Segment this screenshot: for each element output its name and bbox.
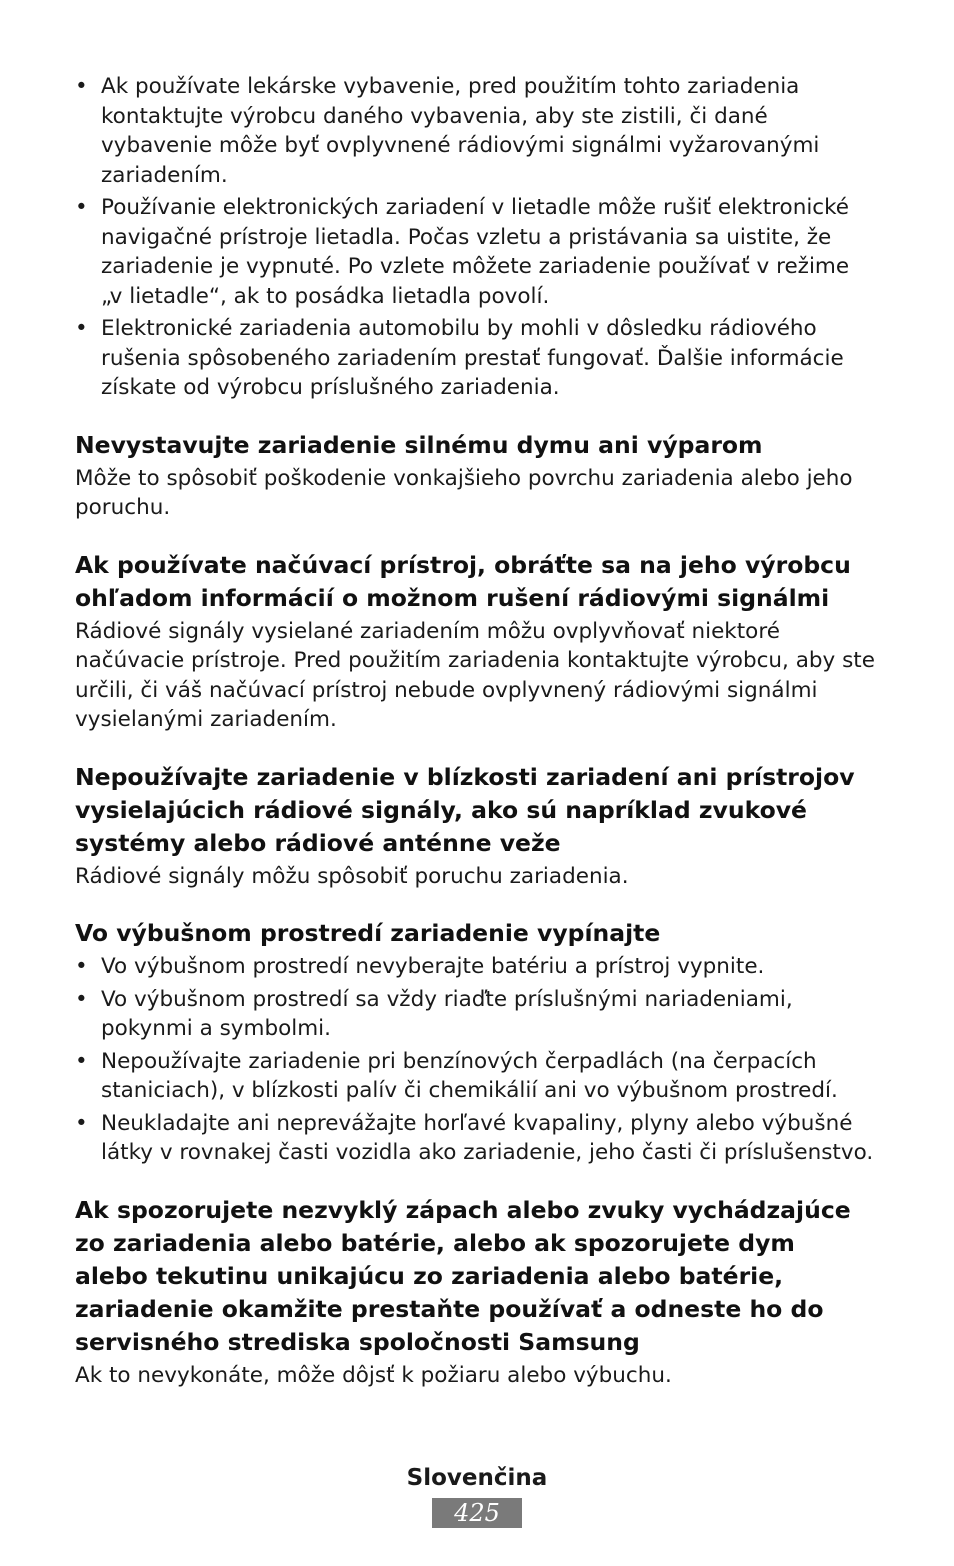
section-heading: Nepoužívajte zariadenie v blízkosti zariadení ani prístrojov vysielajúcich rádiové signály, ako sú napríklad zvukové systémy alebo rádiové anténne veže: [75, 762, 855, 857]
intro-bullet-list: [75, 72, 875, 403]
section-body: Rádiové signály vysielané zariadením môžu ovplyvňovať niektoré načúvacie prístroje. Pred použitím zariadenia kontaktujte výrobcu, aby ste určili, či váš načúvací prístroj nebude ovplyvnený rádiovými signálmi vysielanými zariadením.: [75, 618, 875, 732]
list-item: • Neukladajte ani neprevážajte horľavé kvapaliny, plyny alebo výbušné látky v rovnakej časti vozidla ako zariadenie, jeho časti či príslušenstvo.: [75, 1109, 875, 1168]
section-heading: Ak spozorujete nezvyklý zápach alebo zvuky vychádzajúce zo zariadenia alebo batérie, alebo ak spozorujete dym alebo tekutinu unikajúcu zo zariadenia alebo batérie, zariadenie okamžite prestaňte používať a odneste ho do servisného strediska spoločnosti Samsung: [75, 1195, 851, 1356]
document-page: [75, 72, 875, 1390]
page-footer: [0, 1462, 954, 1528]
section-body: Môže to spôsobiť poškodenie vonkajšieho povrchu zariadenia alebo jeho poruchu.: [75, 465, 853, 520]
section-hearing-aid: [75, 549, 875, 735]
page-number-badge: 425: [432, 1498, 522, 1528]
section-unusual-smell: [75, 1194, 875, 1391]
list-item: • Nepoužívajte zariadenie pri benzínových čerpadlách (na čerpacích staniciach), v blízkosti palív či chemikálií ani vo výbušnom prostredí.: [75, 1047, 875, 1106]
explosive-bullet-list: [75, 952, 875, 1168]
footer-language: Slovenčina: [406, 1465, 548, 1491]
list-item: • Vo výbušnom prostredí nevyberajte batériu a prístroj vypnite.: [75, 952, 875, 982]
section-heading: Vo výbušnom prostredí zariadenie vypínajte: [75, 919, 661, 947]
section-body: Ak to nevykonáte, môže dôjsť k požiaru alebo výbuchu.: [75, 1362, 672, 1388]
section-explosive-environment: [75, 917, 875, 1168]
list-item: • Elektronické zariadenia automobilu by mohli v dôsledku rádiového rušenia spôsobeného zariadením prestať fungovať. Ďalšie informácie získate od výrobcu príslušného zariadenia.: [75, 314, 875, 403]
section-heading: Ak používate načúvací prístroj, obráťte sa na jeho výrobcu ohľadom informácií o možnom rušení rádiovými signálmi: [75, 550, 851, 612]
section-radio-devices: [75, 761, 875, 892]
section-smoke-fumes: [75, 429, 875, 523]
list-item: • Vo výbušnom prostredí sa vždy riaďte príslušnými nariadeniami, pokynmi a symbolmi.: [75, 985, 875, 1044]
list-item: • Ak používate lekárske vybavenie, pred použitím tohto zariadenia kontaktujte výrobcu daného vybavenia, aby ste zistili, či dané vybavenie môže byť ovplyvnené rádiovými signálmi vyžarovanými zariadením.: [75, 72, 875, 190]
section-body: Rádiové signály môžu spôsobiť poruchu zariadenia.: [75, 863, 629, 889]
list-item: • Používanie elektronických zariadení v lietadle môže rušiť elektronické navigačné prístroje lietadla. Počas vzletu a pristávania sa uistite, že zariadenie je vypnuté. Po vzlete môžete zariadenie používať v režime „v lietadle“, ak to posádka lietadla povolí.: [75, 193, 875, 311]
section-heading: Nevystavujte zariadenie silnému dymu ani výparom: [75, 430, 763, 459]
